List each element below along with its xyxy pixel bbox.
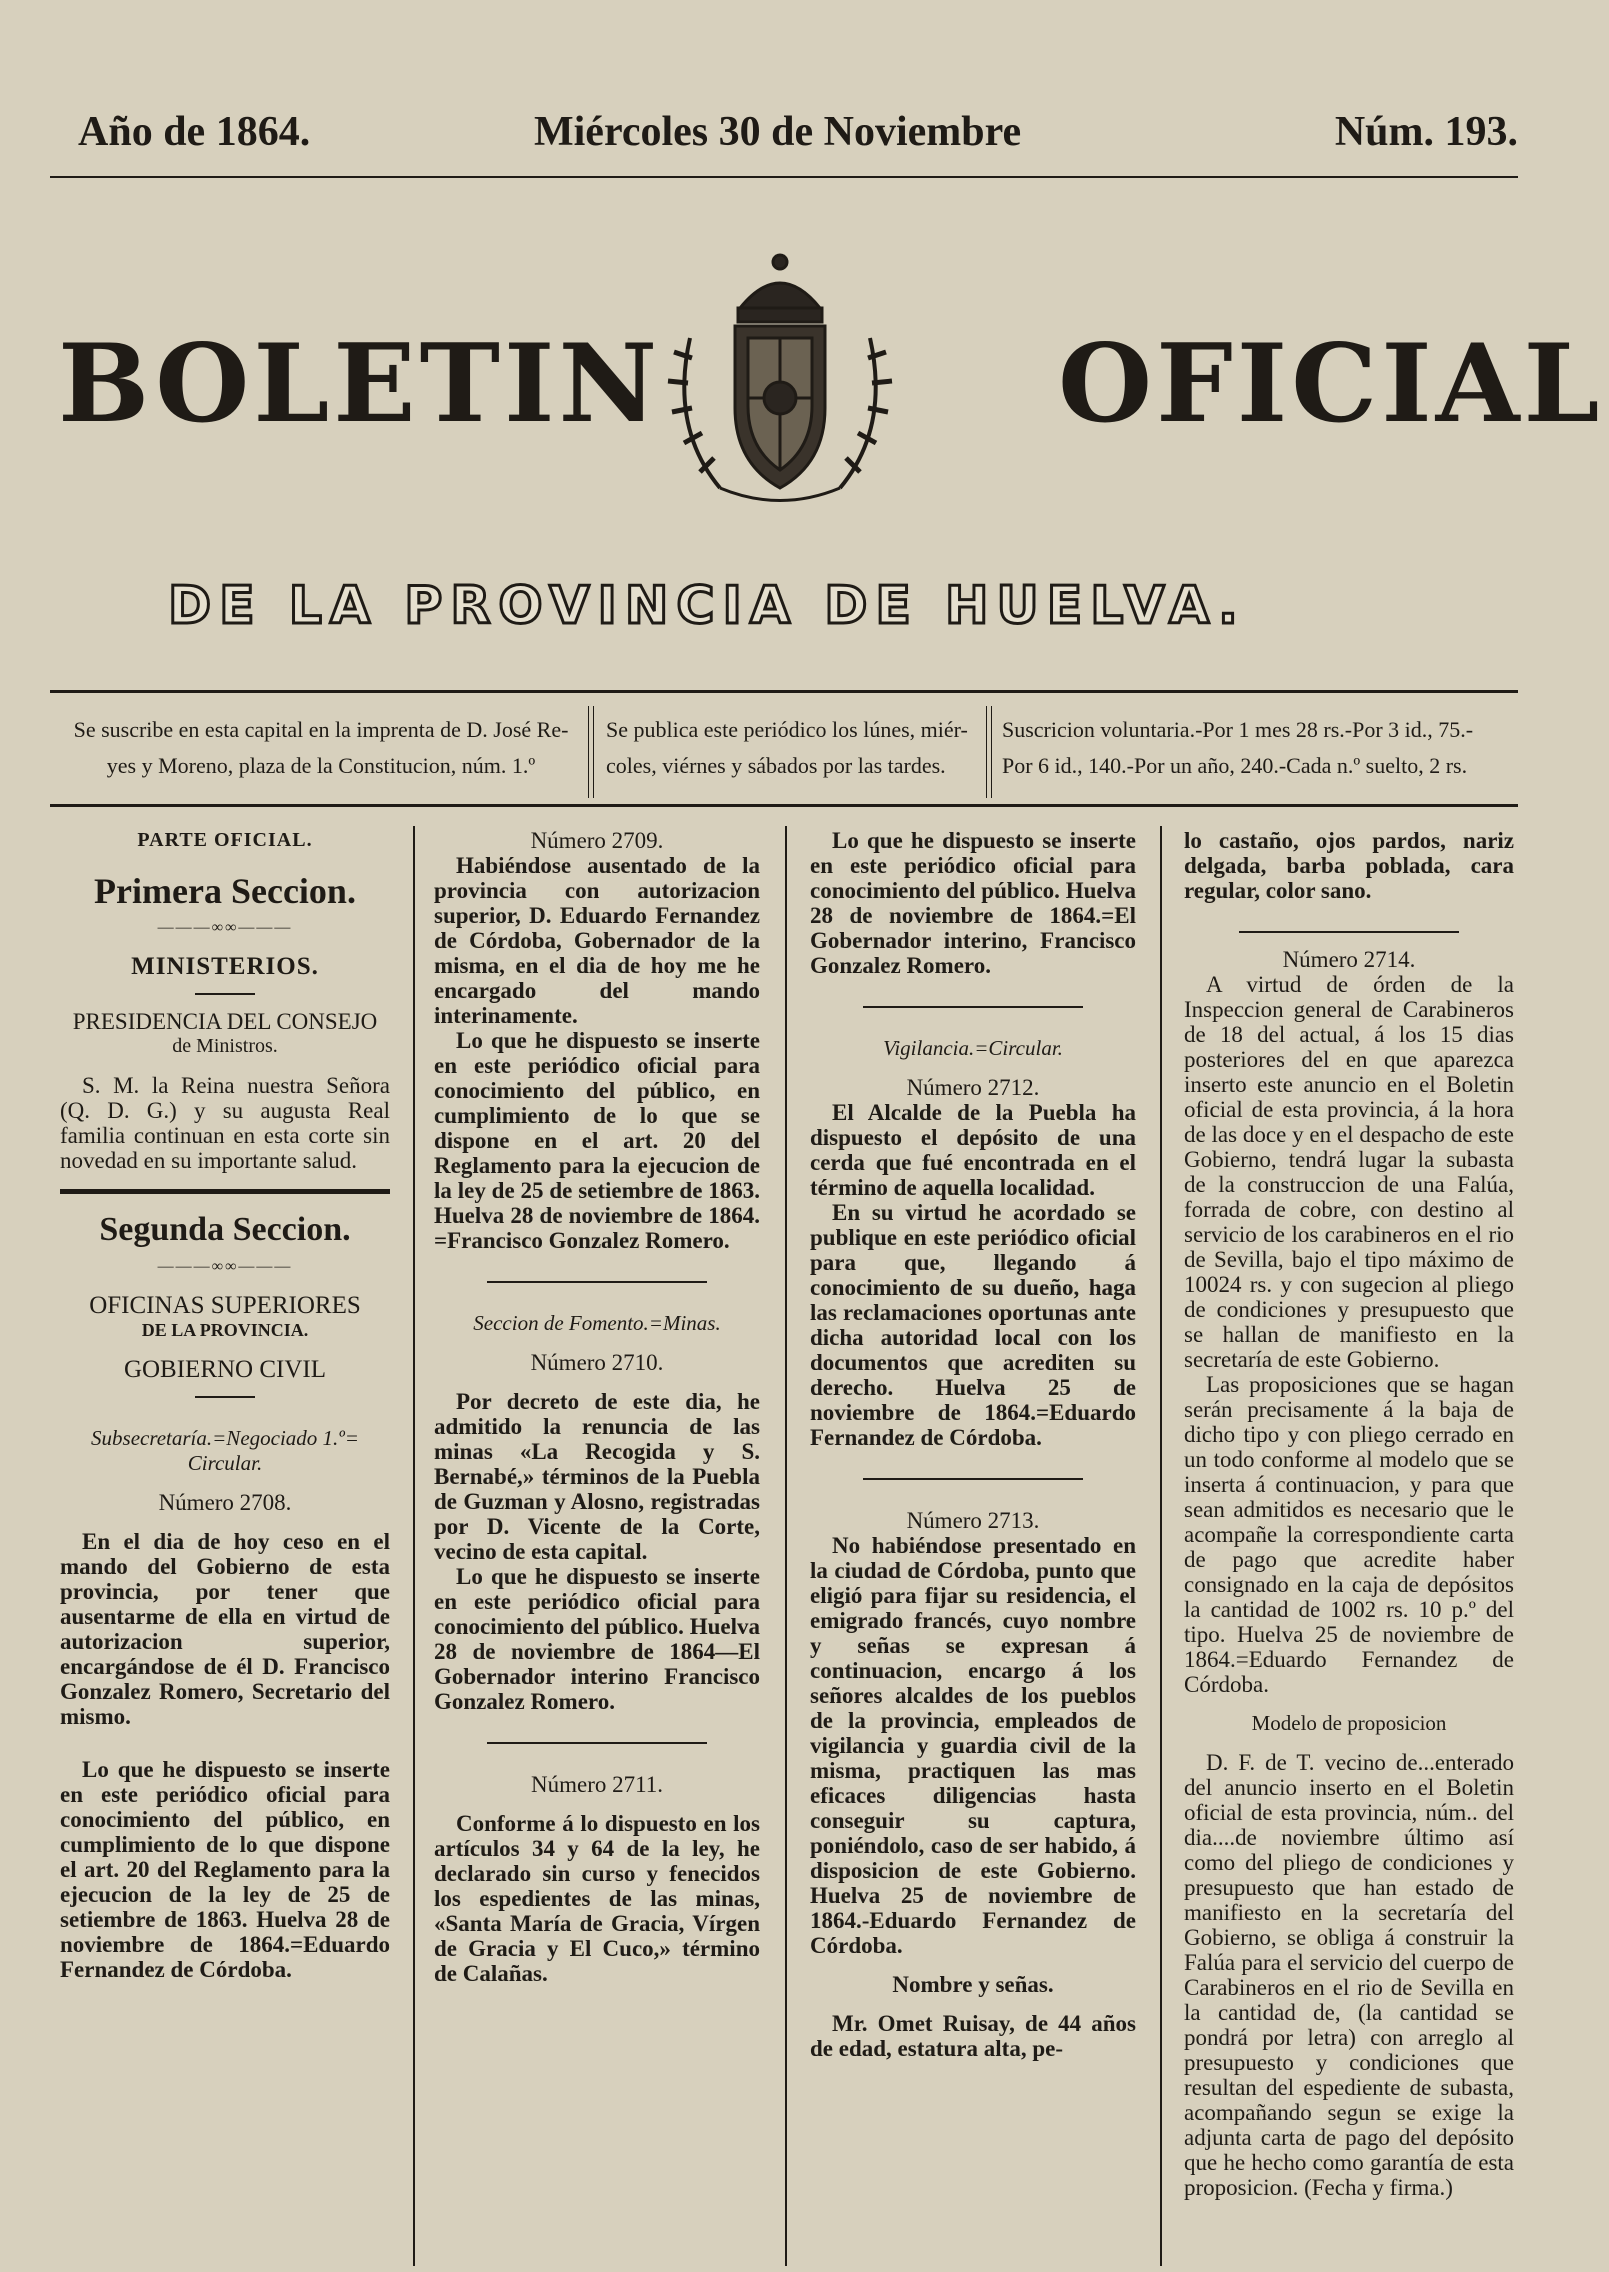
royal-crest-icon — [630, 238, 930, 518]
ornament-divider: ———∞∞——— — [157, 1258, 293, 1275]
short-rule — [195, 1396, 255, 1398]
issue-number: Núm. 193. — [1334, 109, 1518, 155]
numero-2708: Número 2708. — [158, 1490, 292, 1515]
primera-seccion-heading: Primera Seccion. — [94, 871, 356, 911]
publication-days: Se publica este periódico los lúnes, miér- coles, viérnes y sábados por las tardes. — [606, 717, 968, 778]
text-2709: Habiéndose ausentado de la provincia con autorizacion superior, D. Eduardo Fernandez de Córdoba, Gobernador de la misma, en el dia de hoy me he encargado del mando interinamente. — [434, 853, 760, 1028]
text-mr: Mr. Omet Ruisay, de 44 años de edad, estatura alta, pe- — [810, 2011, 1136, 2061]
short-rule — [487, 1742, 707, 1744]
short-rule — [195, 993, 255, 995]
text-2708: En el dia de hoy ceso en el mando del Gobierno de esta provincia, por tener que ausentarme de ella en virtud de autorizacion superior, encargándose de él D. Francisco Gonzalez Romero, Secretario del mismo. — [60, 1529, 390, 1729]
text-2711: Conforme á lo dispuesto en los artículos 34 y 64 de la ley, he declarado sin curso y fenecidos los espedientes de las minas, «Santa María de Gracia, Vírgen de Gracia y El Cuco,» término de Calañas. — [434, 1811, 760, 1986]
column-divider — [986, 706, 992, 798]
presidencia-heading: PRESIDENCIA DEL CONSEJO — [72, 1009, 378, 1034]
text-2714: A virtud de órden de la Inspeccion general de Carabineros de 18 del actual, á los 15 dias posteriores del en que aparezca inserto este anuncio en el Boletin oficial de esta provincia, á la hora de las doce y en el despacho de este Gobierno, tendrá lugar la subasta de la construccion de una Falúa, forrada de cobre, con destino al servicio de los carabineros en el rio de Sevilla, bajo el tipo máximo de 10024 rs. y con sugecion al pliego de condiciones y presupuesto que se hallan de manifiesto en la secretaría de este Gobierno. — [1184, 972, 1514, 1372]
parte-oficial-heading: PARTE OFICIAL. — [137, 829, 313, 851]
numero-2713: Número 2713. — [906, 1508, 1040, 1533]
issue-year: Año de 1864. — [78, 109, 311, 155]
text-2711b: Lo que he dispuesto se inserte en este periódico oficial para conocimiento del público. Huelva 28 de noviembre de 1864.=El Gobernador interino, Francisco Gonzalez Romero. — [810, 828, 1136, 978]
column-1 — [60, 828, 390, 2258]
nombre-senas: Nombre y señas. — [892, 1972, 1054, 1997]
text-2713: No habiéndose presentado en la ciudad de Córdoba, punto que eligió para fijar su residencia, el emigrado francés, cuyo nombre y señas se expresan á continuacion, encargo á los señores alcaldes de los pueblos de la provincia, empleados de vigilancia y guardia civil de la misma, practiquen las mas eficaces diligencias hasta conseguir su captura, poniéndolo, caso de ser habido, á disposicion de este Gobierno. Huelva 25 de noviembre de 1864.-Eduardo Fernandez de Córdoba. — [810, 1533, 1136, 1958]
masthead-rule — [50, 690, 1518, 693]
text-2709b: Lo que he dispuesto se inserte en este periódico oficial para conocimiento del público, en cumplimiento de lo que se dispone en el art. 20 del Reglamento para la ejecucion de la ley de 25 de setiembre de 1863. Huelva 28 de noviembre de 1864. =Francisco Gonzalez Romero. — [434, 1028, 760, 1253]
subscription-bar — [54, 712, 1518, 792]
column-separator — [785, 826, 787, 2266]
numero-2710: Número 2710. — [530, 1350, 664, 1375]
subscription-prices: Suscricion voluntaria.-Por 1 mes 28 rs.-Por 3 id., 75.- Por 6 id., 140.-Por un año, 240.-Cada n.º suelto, 2 rs. — [1002, 717, 1474, 778]
numero-2711: Número 2711. — [530, 1772, 663, 1797]
numero-2709: Número 2709. — [530, 828, 664, 853]
de-ministros: de Ministros. — [172, 1035, 278, 1057]
short-rule — [487, 1281, 707, 1283]
ornament-divider: ———∞∞——— — [157, 919, 293, 936]
text-2714b: Las proposiciones que se hagan serán precisamente á la baja de dicho tipo y con pliego cerrado en un todo conforme al modelo que se inserta á continuacion, y para que sean admitidos es necesario que le acompañe la correspondiente carta de pago que acredite haber consignado en la caja de depósitos la cantidad de 1002 rs. 10 p.º del tipo. Huelva 25 de noviembre de 1864.=Eduardo Fernandez de Córdoba. — [1184, 1372, 1514, 1697]
text-col4-top: lo castaño, ojos pardos, nariz delgada, barba poblada, cara regular, color sano. — [1184, 828, 1514, 903]
oficinas-heading: OFICINAS SUPERIORES — [89, 1292, 361, 1319]
text-modelo: D. F. de T. vecino de...enterado del anuncio inserto en el Boletin oficial de esta provincia, núm.. del dia....de noviembre último así como del pliego de condiciones y presupuesto que han estado de manifiesto en la secretaría del Gobierno, se obliga á construir la Falúa para el servicio del cuerpo de Carabineros en el rio de Sevilla en la cantidad de, (la cantidad se pondrá por letra) con arreglo al presupuesto y condiciones que resultan del espediente de subasta, acompañando segun se exige la adjunta carta de pago del depósito que he hecho como garantía de esta proposicion. (Fecha y firma.) — [1184, 1750, 1514, 2200]
masthead-right: OFICIAL — [1058, 321, 1604, 447]
gobierno-civil-heading: GOBIERNO CIVIL — [123, 1356, 327, 1383]
section-rule — [60, 1189, 390, 1194]
short-rule — [863, 1478, 1083, 1480]
subscription-rule — [50, 804, 1518, 807]
subscription-where: Se suscribe en esta capital en la imprenta de D. José Re- yes y Moreno, plaza de la Constitucion, núm. 1.º — [73, 717, 569, 778]
column-divider — [588, 706, 594, 798]
column-3 — [810, 828, 1136, 2258]
column-separator — [413, 826, 415, 2266]
reina-notice: S. M. la Reina nuestra Señora (Q. D. G.) y su augusta Real familia continuan en esta corte sin novedad en su importante salud. — [60, 1073, 390, 1173]
text-2710: Por decreto de este dia, he admitido la renuncia de las minas «La Recogida y S. Bernabé,» términos de la Puebla de Guzman y Alosno, registradas por D. Vicente de la Corte, vecino de esta capital. — [434, 1389, 760, 1564]
numero-2714: Número 2714. — [1282, 947, 1416, 972]
column-4 — [1184, 828, 1514, 2258]
masthead-left: BOLETIN — [58, 321, 662, 447]
de-la-provincia: DE LA PROVINCIA. — [141, 1320, 309, 1340]
issue-date: Miércoles 30 de Noviembre — [534, 109, 1022, 155]
modelo-heading: Modelo de proposicion — [1251, 1711, 1447, 1735]
text-2712: El Alcalde de la Puebla ha dispuesto el depósito de una cerda que fué encontrada en el término de aquella localidad. — [810, 1100, 1136, 1200]
text-2710b: Lo que he dispuesto se inserte en este periódico oficial para conocimiento del público. Huelva 28 de noviembre de 1864—El Gobernador interino Francisco Gonzalez Romero. — [434, 1564, 760, 1714]
vigilancia-line: Vigilancia.=Circular. — [883, 1036, 1063, 1060]
short-rule — [863, 1006, 1083, 1008]
seccion-fomento: Seccion de Fomento.=Minas. — [473, 1311, 721, 1335]
text-2708b: Lo que he dispuesto se inserte en este periódico oficial para conocimiento del público, en cumplimiento de lo que dispone el art. 20 del Reglamento para la ejecucion de la ley de 25 de setiembre de 1863. Huelva 28 de noviembre de 1864.=Eduardo Fernandez de Córdoba. — [60, 1757, 390, 1982]
text-2712b: En su virtud he acordado se publique en este periódico oficial para que, llegando á conocimiento de su dueño, haga las reclamaciones oportunas ante dicha autoridad local con los documentos que acrediten su derecho. Huelva 25 de noviembre de 1864.=Eduardo Fernandez de Córdoba. — [810, 1200, 1136, 1450]
numero-2712: Número 2712. — [906, 1075, 1040, 1100]
issue-info-bar — [78, 108, 1518, 162]
column-2 — [434, 828, 760, 2258]
masthead-subtitle: DE LA PROVINCIA DE HUELVA. — [168, 576, 1246, 636]
ministerios-heading: MINISTERIOS. — [131, 953, 319, 980]
column-separator — [1160, 826, 1162, 2266]
short-rule — [1239, 931, 1459, 933]
header-rule — [50, 176, 1518, 178]
segunda-seccion-heading: Segunda Seccion. — [99, 1211, 351, 1248]
subsecretaria-line: Subsecretaría.=Negociado 1.º= Circular. — [91, 1426, 359, 1475]
